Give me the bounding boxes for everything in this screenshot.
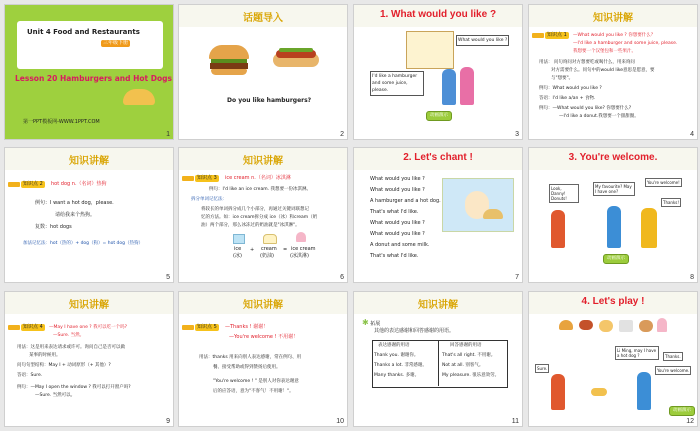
cream-image — [263, 234, 277, 244]
line-1: hot dog n.（名词）热狗 — [51, 181, 107, 187]
line-2: 例句：I'd like an ice cream. 我想要一份冰淇淋。 — [209, 187, 311, 192]
slide-header — [354, 5, 522, 27]
col1-row-2: Thanks a lot. 非常感谢。 — [374, 363, 427, 368]
food-illustration — [123, 89, 155, 105]
col2-row-2: Not at all. 别客气。 — [442, 363, 484, 368]
slide-number: 6 — [340, 274, 344, 281]
star-icon: ✱ — [362, 318, 369, 327]
chant-line-8: That's what I'd like. — [370, 253, 419, 259]
line-7: 例句：—May I open the window ? 我可以打开窗户吗? — [17, 385, 131, 390]
line-7: 例句：What would you like ? — [539, 86, 602, 91]
slide-number: 4 — [690, 131, 694, 138]
slide-3[interactable] — [353, 4, 523, 140]
animation-demo-button[interactable]: 动画演示 — [603, 254, 629, 264]
chant-line-2: What would you like ? — [370, 187, 425, 193]
slide-title: 知识讲解 — [243, 156, 283, 167]
line-3: 用法：这是用来表达请求或许可。询问自己是否可以做 — [17, 345, 125, 350]
boy-figure — [442, 69, 456, 105]
chant-line-5: What would you like ? — [370, 220, 425, 226]
speech-bubble-answer: I'd like a hamburger and some juice, please. — [370, 71, 424, 96]
knowledge-tag: 知识点 2 — [23, 181, 43, 187]
kid-figure-3 — [641, 208, 657, 248]
speech-bubble-4: Thanks! — [663, 200, 679, 205]
slide-12[interactable] — [528, 291, 698, 427]
slide-title: 知识讲解 — [243, 300, 283, 311]
slide-number: 10 — [336, 418, 344, 425]
line-1: ice cream n.（名词）冰淇淋 — [225, 175, 291, 181]
slide-11[interactable] — [353, 291, 523, 427]
slide-2[interactable] — [178, 4, 348, 140]
line-4: 复数：hot dogs — [35, 224, 72, 230]
girl-figure — [460, 67, 474, 105]
speech-bubble-3: Thanks. — [665, 354, 681, 359]
line-4: 将较长的单词拆分成几个小部分，再通过关键词联想记 — [201, 207, 309, 212]
line-4: 用法： 问句询问对方想要吃或喝什么，用来询问 — [539, 60, 635, 65]
chant-line-3: A hamburger and a hot dog. — [370, 198, 441, 204]
slide-title: 3. You're welcome. — [568, 152, 658, 163]
equals-sign: = — [283, 247, 288, 253]
slide-header — [179, 292, 347, 314]
speech-bubble-question: What would you like ? — [456, 35, 509, 46]
pencil-icon — [532, 33, 544, 38]
slide-4[interactable] — [528, 4, 698, 140]
slide-header — [354, 148, 522, 170]
knowledge-tag: 知识点 3 — [197, 175, 217, 181]
line-10: —I'd like a donut.我想要一个甜甜圈。 — [559, 114, 639, 119]
word-icecream-cn: (冰淇淋) — [290, 253, 309, 259]
chant-line-1: What would you like ? — [370, 176, 425, 182]
line-3: 拆分单词记忆法： — [191, 197, 227, 202]
word-cream-cn: (奶油) — [260, 253, 274, 259]
line-2: —Sure. 当然。 — [53, 333, 85, 338]
slide-header — [529, 5, 697, 27]
line-6: 答语：Sure. — [17, 373, 43, 378]
food-row — [559, 316, 669, 340]
word-ice: ice — [234, 246, 242, 252]
animation-demo-button[interactable]: 动画演示 — [669, 406, 695, 416]
slide-1[interactable] — [4, 4, 174, 140]
icecream-image — [296, 232, 306, 242]
slide-number: 7 — [515, 274, 519, 281]
line-1: —May I have one ? 我可以吃一个吗? — [49, 325, 127, 330]
slide-6[interactable] — [178, 147, 348, 283]
line-3: 用法：thanks 用来向别人表达感谢，常在例句、用 — [199, 355, 302, 360]
col1-header: 表达感谢的用语 — [378, 343, 410, 348]
line-8: 答语：I'd like a/an + 食物. — [539, 96, 596, 101]
knowledge-tag: 知识点 5 — [197, 324, 217, 330]
line-6: 油）两个部分，那么冰冻过的奶油就是"冰淇淋"。 — [201, 223, 300, 228]
speech-bubble-1: Li Ming, may I have a hot dog ? — [615, 346, 659, 360]
line-2: 例句：I want a hot dog，please. — [35, 200, 114, 206]
slide-number: 8 — [690, 274, 694, 281]
table-divider — [438, 340, 439, 386]
slide-5[interactable] — [4, 147, 174, 283]
speech-bubble-1: Look, Danny! Donuts! — [549, 184, 579, 203]
slide-number: 9 — [166, 418, 170, 425]
kid-figure-2 — [637, 372, 651, 410]
pencil-icon — [8, 182, 20, 187]
menu-board — [406, 31, 454, 69]
knowledge-tag: 知识点 1 — [547, 32, 567, 38]
slide-number: 1 — [166, 131, 170, 138]
slide-9[interactable] — [4, 291, 174, 427]
slide-header — [179, 148, 347, 170]
line-5: 加法记忆法：hot（热的）+ dog（狗）= hot dog（热狗） — [23, 241, 144, 246]
intro-text: 其他的表达感谢和回答感谢的用语。 — [374, 328, 455, 334]
col2-row-1: That's all right. 不用谢。 — [442, 353, 496, 358]
speech-bubble-2: My favourite? May I have one? — [593, 182, 635, 196]
slide-number: 12 — [686, 418, 694, 425]
line-9: 例句：—What would you like? 你想要什么? — [539, 106, 632, 111]
line-4: 餐、接受帮助或得到赞扬后使用。 — [213, 365, 281, 370]
slide-7[interactable] — [353, 147, 523, 283]
col1-row-3: Many thanks. 多谢。 — [374, 373, 420, 378]
word-icecream: ice cream — [291, 246, 316, 252]
slide-title: 话题导入 — [243, 13, 283, 24]
line-2: —You're welcome ! 不用谢！ — [229, 334, 299, 340]
col2-header: 回答感谢的用语 — [450, 343, 482, 348]
slide-number: 5 — [166, 274, 170, 281]
word-ice-cn: (冰) — [233, 253, 242, 259]
extension-text: 拓展 — [370, 321, 381, 327]
slide-header — [5, 292, 173, 314]
line-5: 对方需要什么。同句中的would like意思是愿意，要 — [551, 68, 655, 73]
slide-title: 2. Let's chant ! — [403, 152, 473, 163]
slide-title: 知识讲解 — [69, 156, 109, 167]
unit-title: Unit 4 Food and Restaurants — [27, 28, 140, 36]
speech-bubble-2: Sure. — [537, 366, 548, 371]
lesson-title: Lesson 20 Hamburgers and Hot Dogs — [15, 74, 172, 83]
food-plate — [591, 388, 607, 396]
col2-row-3: My pleasure. 很乐意效劳。 — [442, 373, 500, 378]
slide-8[interactable] — [528, 147, 698, 283]
hamburger-image — [209, 45, 249, 75]
speech-bubble-4: You're welcome. — [657, 368, 690, 373]
slide-title: 1. What would you like ? — [379, 9, 497, 20]
pencil-icon — [182, 176, 194, 181]
grade-tag: 三年级下册 — [103, 40, 129, 46]
line-3: 请给我来个热狗。 — [55, 212, 96, 218]
line-1: —Thanks ! 谢谢！ — [225, 324, 269, 330]
line-4: 某事的时候用。 — [29, 353, 61, 358]
slide-header — [529, 292, 697, 314]
slide-title: 知识讲解 — [593, 13, 633, 24]
line-1: —What would you like ? 你想要什么？ — [573, 33, 656, 38]
knowledge-tag: 知识点 4 — [23, 324, 43, 330]
slide-title: 知识讲解 — [418, 300, 458, 311]
slide-number: 11 — [511, 418, 519, 425]
word-cream: cream — [261, 246, 277, 252]
chant-line-4: That's what I'd like. — [370, 209, 419, 215]
slide-header — [179, 5, 347, 27]
question-text: Do you like hamburgers? — [227, 97, 312, 104]
line-2: —I'd like a hamburger and some juice, please. — [573, 41, 678, 46]
line-3: 我想要一个汉堡包和一些果汁。 — [573, 49, 636, 54]
chant-illustration — [442, 178, 514, 232]
pencil-icon — [8, 325, 20, 330]
kid-figure-2 — [607, 206, 621, 248]
line-5: "You're welcome ! " 是别人对你表达谢意 — [213, 379, 299, 384]
chant-line-7: A donut and some milk. — [370, 242, 430, 248]
slide-header — [5, 148, 173, 170]
slide-header — [354, 292, 522, 314]
line-5: 问句句型结构：May I + 动词原形（+ 其他）? — [17, 363, 111, 368]
col1-row-1: Thank you. 谢谢你。 — [374, 353, 419, 358]
slide-header — [529, 148, 697, 170]
slide-number: 3 — [515, 131, 519, 138]
extension-label — [362, 319, 380, 328]
site-credit: 第一PPT模板网-WWW.1PPT.COM — [23, 119, 100, 125]
line-6: 与"想要"。 — [551, 76, 574, 81]
line-8: —Sure. 当然可以。 — [35, 393, 76, 398]
pencil-icon — [182, 325, 194, 330]
speech-bubble-3: You're welcome! — [647, 180, 680, 185]
line-5: 忆的方法。如：ice cream拆分成 ice（冰）和cream（奶 — [201, 215, 318, 220]
animation-demo-button[interactable]: 动画演示 — [426, 111, 452, 121]
slide-title: 知识讲解 — [69, 300, 109, 311]
hotdog-image — [273, 45, 319, 73]
kid-figure-1 — [551, 210, 565, 248]
chant-line-6: What would you like ? — [370, 231, 425, 237]
line-6: 后的应答语，意为"不客气！不用谢！"。 — [213, 389, 294, 394]
slide-number: 2 — [340, 131, 344, 138]
slide-10[interactable] — [178, 291, 348, 427]
plus-sign: + — [250, 247, 255, 253]
kid-figure-1 — [551, 374, 565, 410]
ice-image — [233, 234, 245, 244]
slide-title: 4. Let's play ! — [581, 296, 645, 307]
